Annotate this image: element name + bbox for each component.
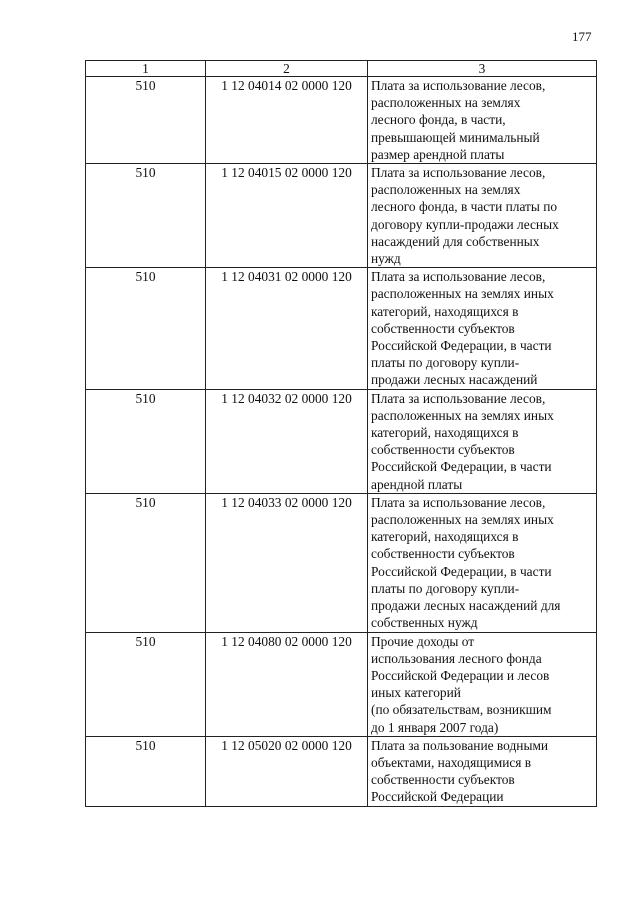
table-row: [86, 164, 597, 268]
revenue-name-cell: Плата за использование лесов, расположенных на землях иных категорий, находящихся в собственности субъектов Российской Федерации, в части платы по договору купли- продажи лесных насаждений для собственных нужд: [368, 493, 597, 632]
revenue-name-cell: Плата за использование лесов, расположенных на землях иных категорий, находящихся в собственности субъектов Российской Федерации, в части арендной платы: [368, 389, 597, 493]
table-header-row: [86, 61, 597, 77]
admin-code-cell: 510: [86, 268, 206, 389]
revenue-name-cell: Плата за использование лесов, расположенных на землях иных категорий, находящихся в собственности субъектов Российской Федерации, в части платы по договору купли- продажи лесных насаждений: [368, 268, 597, 389]
table-row: [86, 268, 597, 389]
table-row: [86, 77, 597, 164]
page-number: 177: [572, 29, 592, 44]
column-header-2: 2: [206, 61, 368, 77]
admin-code-cell: 510: [86, 736, 206, 806]
table-row: [86, 493, 597, 632]
revenue-name-cell: Плата за использование лесов, расположенных на землях лесного фонда, в части платы по договору купли-продажи лесных насаждений для собственных нужд: [368, 164, 597, 268]
admin-code-cell: 510: [86, 77, 206, 164]
admin-code-cell: 510: [86, 493, 206, 632]
kbk-code-cell: 1 12 05020 02 0000 120: [206, 736, 368, 806]
table-row: [86, 736, 597, 806]
kbk-code-cell: 1 12 04080 02 0000 120: [206, 632, 368, 736]
column-header-1: 1: [86, 61, 206, 77]
revenue-name-cell: Плата за пользование водными объектами, находящимися в собственности субъектов Российской Федерации: [368, 736, 597, 806]
revenue-name-cell: Прочие доходы от использования лесного фонда Российской Федерации и лесов иных категорий (по обязательствам, возникшим до 1 января 2007 года): [368, 632, 597, 736]
table-row: [86, 632, 597, 736]
admin-code-cell: 510: [86, 164, 206, 268]
kbk-code-cell: 1 12 04031 02 0000 120: [206, 268, 368, 389]
revenue-codes-table: [85, 60, 597, 807]
revenue-name-cell: Плата за использование лесов, расположенных на землях лесного фонда, в части, превышающей минимальный размер арендной платы: [368, 77, 597, 164]
kbk-code-cell: 1 12 04015 02 0000 120: [206, 164, 368, 268]
kbk-code-cell: 1 12 04033 02 0000 120: [206, 493, 368, 632]
kbk-code-cell: 1 12 04032 02 0000 120: [206, 389, 368, 493]
admin-code-cell: 510: [86, 632, 206, 736]
admin-code-cell: 510: [86, 389, 206, 493]
table-row: [86, 389, 597, 493]
kbk-code-cell: 1 12 04014 02 0000 120: [206, 77, 368, 164]
column-header-3: 3: [368, 61, 597, 77]
